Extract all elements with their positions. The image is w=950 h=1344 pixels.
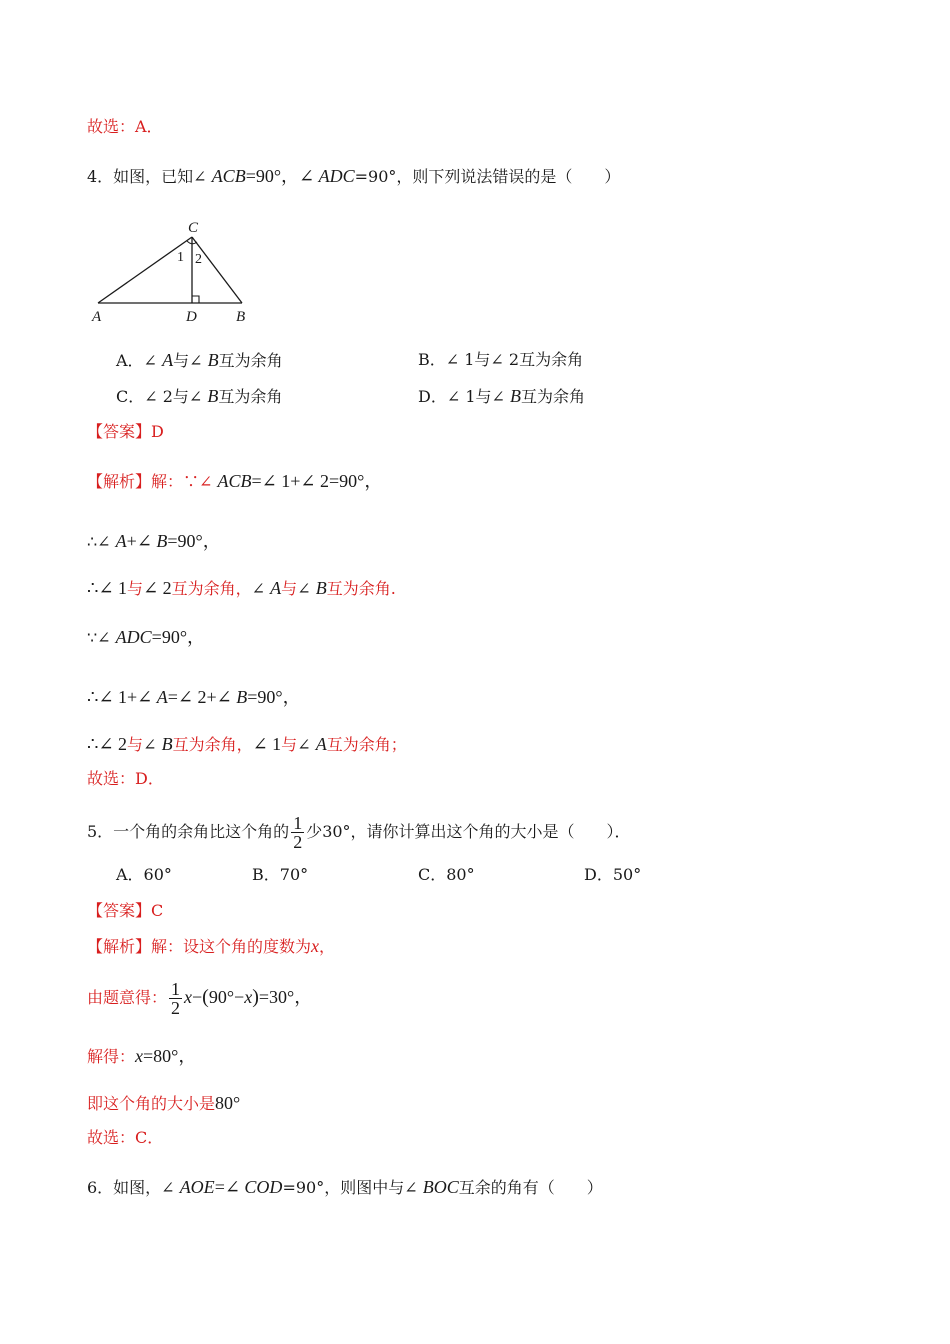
answer-value: C (151, 901, 164, 920)
q6-text-3: =90°，则图中与∠ (282, 1178, 423, 1197)
step-4-var-a: A (156, 687, 168, 707)
q5-option-d: D．50° (584, 865, 642, 884)
triangle-figure (88, 215, 258, 327)
equation-result: =30°， (258, 987, 313, 1007)
step-1-c: +∠ (126, 531, 157, 551)
analysis-text-1: 解：∵∠ (151, 472, 218, 491)
step-5-var-b: B (161, 734, 173, 754)
question-5 (87, 814, 631, 851)
q5-text-1: 5．一个角的余角比这个角的 (87, 822, 290, 841)
equation-minus: − (192, 987, 203, 1007)
q6-text-2: =∠ (214, 1177, 245, 1197)
step-2-b: 与 (127, 579, 144, 598)
q4-option-c-prefix: C．∠ 2与∠ (116, 387, 208, 406)
step-2 (87, 578, 396, 599)
analysis-q5-line1 (87, 936, 335, 957)
q4-option-d-prefix: D．∠ 1与∠ (418, 387, 510, 406)
analysis-label: 【解析】 (87, 937, 152, 956)
q4-option-a (116, 350, 283, 371)
equation-fraction (169, 980, 182, 1017)
q5-option-c: C．80° (418, 865, 475, 884)
analysis-angle-acb: ACB (217, 471, 252, 491)
q6-angle-cod: COD (244, 1177, 283, 1197)
step-3-angle-adc: ADC (115, 627, 152, 647)
label-d: D (186, 309, 197, 325)
q4-text-2: =90°，∠ (245, 166, 319, 186)
answer-label: 【答案】 (87, 422, 152, 441)
q5-fraction (291, 814, 304, 851)
step-4-c: =∠ 2+∠ (167, 687, 237, 707)
step-5-h: ∠ (297, 735, 316, 754)
q6-angle-boc: BOC (422, 1177, 459, 1197)
step-5-g: 与 (281, 735, 298, 754)
q4-option-c-var: B (207, 386, 219, 406)
label-angle-2: 2 (195, 252, 202, 267)
q5-option-b: B．70° (252, 865, 309, 884)
step-4-e: =90°， (247, 687, 301, 707)
step-5-b: 与 (127, 735, 144, 754)
segment-cb (192, 237, 242, 303)
step-3-a: ∵∠ (87, 628, 116, 647)
step-2-h: ∠ (297, 579, 316, 598)
q4-option-a-prefix: A．∠ (116, 351, 163, 370)
answer-label: 【答案】 (87, 901, 152, 920)
conclusion-q5: 故选：C． (87, 1128, 164, 1147)
q5-text-2: 少30°，请你计算出这个角的大小是（ ）． (306, 822, 631, 841)
q4-option-b (418, 350, 583, 370)
equation-var-x2: x (244, 987, 253, 1007)
step-5-c: ∠ (143, 735, 162, 754)
step-3-c: =90°， (151, 627, 206, 647)
q5-option-a: A．60° (116, 865, 172, 884)
step-2-var-a: A (270, 578, 282, 598)
q4-option-a-suffix: 互为余角 (218, 351, 283, 370)
step-2-j: 互为余角. (326, 579, 396, 598)
answer-value: D (151, 422, 164, 441)
equation-fraction-numerator: 1 (171, 979, 181, 999)
analysis-text-2: =∠ 1+∠ 2=90°， (251, 471, 383, 491)
solution-line (87, 1046, 196, 1067)
step-1-e: =90°， (167, 531, 221, 551)
step-4 (87, 687, 301, 708)
step-5-a: ∴∠ 2 (87, 734, 128, 754)
step-2-c: ∠ 2 (143, 578, 172, 598)
equation-label: 由题意得： (87, 988, 168, 1007)
question-4 (87, 166, 620, 187)
q6-text-4: 互余的角有（ ） (458, 1178, 603, 1197)
step-5-var-a: A (315, 734, 327, 754)
step-5 (87, 734, 407, 755)
question-6 (87, 1177, 603, 1198)
segment-ac (98, 237, 192, 303)
q4-option-a-var1: A (162, 350, 174, 370)
q4-option-c (116, 386, 282, 407)
q4-text-3: =90°，则下列说法错误的是（ ） (354, 167, 621, 186)
q5-fraction-numerator: 1 (293, 813, 303, 833)
solution-label: 解得： (87, 1047, 136, 1066)
step-4-var-b: B (236, 687, 248, 707)
q4-text-1: 4．如图，已知∠ (87, 167, 212, 186)
result-line (87, 1093, 240, 1114)
step-1 (87, 531, 221, 552)
q4-angle-acb: ACB (211, 166, 246, 186)
step-1-var-b: B (156, 531, 168, 551)
step-2-g: 与 (281, 579, 298, 598)
analysis-text-1: 解：设这个角的度数为 (151, 937, 312, 956)
q6-angle-aoe: AOE (179, 1177, 215, 1197)
step-2-e: ∠ (251, 579, 271, 598)
q4-option-c-suffix: 互为余角 (218, 387, 283, 406)
step-1-var-a: A (115, 531, 127, 551)
step-3 (87, 627, 205, 648)
label-c: C (188, 220, 199, 236)
q4-option-d-var: B (510, 386, 521, 406)
step-5-j: 互为余角； (326, 735, 407, 754)
q4-option-a-var2: B (207, 350, 219, 370)
solution-var-x: x (135, 1046, 144, 1066)
label-a: A (92, 309, 102, 325)
solution-value: =80°， (143, 1046, 197, 1066)
q4-option-d (418, 386, 585, 407)
answer-q5 (87, 901, 163, 921)
analysis-text-2: ， (319, 937, 336, 956)
q4-option-b-text: B．∠ 1与∠ 2互为余角 (418, 350, 584, 369)
conclusion-q3: 故选：A． (87, 117, 163, 136)
equation-var-x1: x (184, 987, 193, 1007)
equation-close-paren: ) (252, 986, 259, 1008)
conclusion-q4: 故选：D． (87, 769, 164, 788)
q5-fraction-denominator: 2 (293, 832, 303, 852)
equation-line (87, 980, 312, 1017)
answer-q4 (87, 422, 164, 442)
equation-fraction-denominator: 2 (171, 998, 181, 1018)
analysis-label: 【解析】 (87, 472, 152, 491)
q4-option-a-mid: 与∠ (173, 351, 208, 370)
analysis-var-x: x (311, 936, 320, 956)
label-angle-1: 1 (177, 250, 184, 265)
result-value: 80° (215, 1093, 241, 1113)
q6-text-1: 6．如图，∠ (87, 1178, 180, 1197)
q4-angle-adc: ADC (318, 166, 355, 186)
step-5-f: ∠ 1 (252, 734, 282, 754)
step-2-a: ∴∠ 1 (87, 578, 128, 598)
step-1-a: ∴∠ (87, 532, 116, 551)
step-4-a: ∴∠ 1+∠ (87, 687, 157, 707)
step-5-e: 互为余角， (172, 735, 253, 754)
step-2-var-b: B (315, 578, 327, 598)
equation-open-paren: ( (202, 986, 209, 1008)
equation-ninety: 90°− (208, 987, 245, 1007)
result-text: 即这个角的大小是 (87, 1094, 216, 1113)
label-b: B (236, 309, 246, 325)
q4-option-d-suffix: 互为余角 (521, 387, 586, 406)
right-angle-mark (192, 296, 199, 303)
step-2-d: 互为余角， (171, 579, 252, 598)
analysis-q4-line1 (87, 471, 382, 492)
